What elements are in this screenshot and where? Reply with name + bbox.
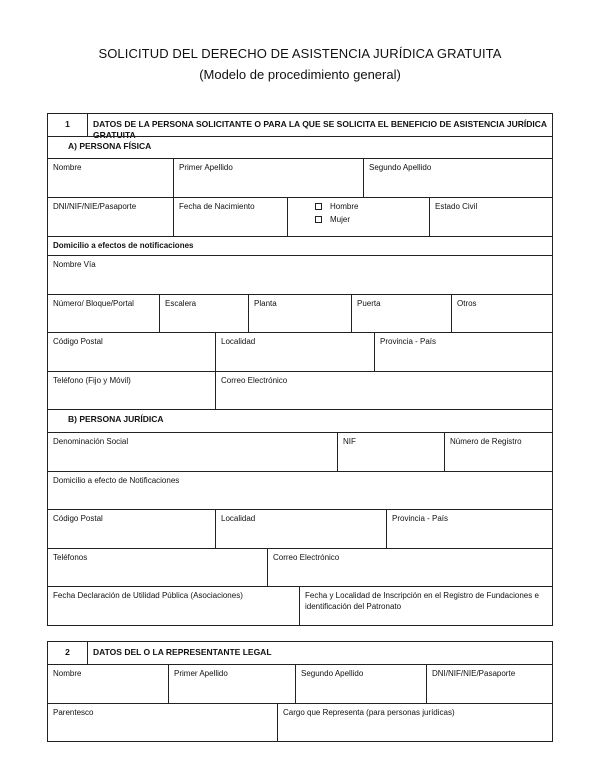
- primer-apellido-field[interactable]: [173, 159, 363, 197]
- field-label: Número/ Bloque/Portal: [53, 299, 134, 308]
- form-subtitle: (Modelo de procedimiento general): [199, 67, 401, 82]
- telefono-field[interactable]: [48, 372, 215, 409]
- cargo-field[interactable]: [277, 704, 552, 741]
- checkbox-icon: [315, 216, 322, 223]
- sexo-field: [287, 198, 429, 236]
- field-label: Localidad: [221, 337, 256, 346]
- field-label: Correo Electrónico: [273, 553, 340, 562]
- section-1: [47, 113, 553, 626]
- denominacion-field[interactable]: [48, 433, 337, 471]
- correo-field[interactable]: [215, 372, 552, 409]
- subsection-juridica: [48, 409, 552, 432]
- codigo-postal-juridica-field[interactable]: [48, 510, 215, 548]
- localidad-juridica-field[interactable]: [215, 510, 386, 548]
- field-label: Nombre Vía: [53, 260, 96, 269]
- mujer-checkbox[interactable]: [315, 214, 424, 225]
- estado-civil-field[interactable]: [429, 198, 552, 236]
- section-number: 1: [65, 119, 70, 129]
- field-label: Parentesco: [53, 708, 94, 717]
- section-1-header: [48, 113, 552, 140]
- fecha-localidad-inscripcion-field[interactable]: [299, 587, 552, 625]
- field-label: DNI/NIF/NIE/Pasaporte: [53, 202, 137, 211]
- nif-field[interactable]: [337, 433, 444, 471]
- numero-field[interactable]: [48, 295, 159, 332]
- rep-primer-apellido-field[interactable]: [168, 665, 295, 703]
- field-label: Escalera: [165, 299, 197, 308]
- rep-dni-field[interactable]: [426, 665, 552, 703]
- dni-field[interactable]: [48, 198, 173, 236]
- field-label: Fecha de Nacimiento: [179, 202, 255, 211]
- field-label: Cargo que Representa (para personas jurídicas): [283, 708, 455, 717]
- section-heading: DATOS DEL O LA REPRESENTANTE LEGAL: [87, 642, 552, 664]
- field-label: Fecha Declaración de Utilidad Pública (Asociaciones): [53, 591, 243, 600]
- field-label: Primer Apellido: [179, 163, 233, 172]
- field-label: Nombre: [53, 669, 82, 678]
- rep-nombre-field[interactable]: [48, 665, 168, 703]
- field-label: Estado Civil: [435, 202, 478, 211]
- parentesco-field[interactable]: [48, 704, 277, 741]
- subsection-title: B) PERSONA JURÍDICA: [68, 414, 164, 424]
- option-label: Hombre: [330, 202, 359, 211]
- field-label: Primer Apellido: [174, 669, 228, 678]
- hombre-checkbox[interactable]: [315, 201, 424, 212]
- field-label: NIF: [343, 437, 356, 446]
- fecha-declaracion-field[interactable]: [48, 587, 299, 625]
- field-label: DNI/NIF/NIE/Pasaporte: [432, 669, 516, 678]
- field-label: Domicilio a efecto de Notificaciones: [53, 476, 180, 485]
- localidad-field[interactable]: [215, 333, 374, 371]
- field-label: Código Postal: [53, 337, 103, 346]
- field-label: Fecha y Localidad de Inscripción en el Registro de Fundaciones e identificación del Patronato: [305, 591, 539, 611]
- telefonos-field[interactable]: [48, 549, 267, 586]
- codigo-postal-field[interactable]: [48, 333, 215, 371]
- domicilio-juridica-field[interactable]: [48, 472, 552, 509]
- domicilio-heading: Domicilio a efectos de notificaciones: [53, 241, 194, 250]
- escalera-field[interactable]: [159, 295, 248, 332]
- field-label: Puerta: [357, 299, 381, 308]
- rep-segundo-apellido-field[interactable]: [295, 665, 426, 703]
- field-label: Segundo Apellido: [369, 163, 432, 172]
- field-label: Teléfonos: [53, 553, 88, 562]
- section-2: [47, 641, 553, 742]
- field-label: Otros: [457, 299, 477, 308]
- subsection-title: A) PERSONA FÍSICA: [68, 141, 152, 151]
- field-label: Segundo Apellido: [301, 669, 364, 678]
- provincia-field[interactable]: [374, 333, 552, 371]
- subsection-fisica: [48, 136, 552, 158]
- correo-juridica-field[interactable]: [267, 549, 552, 586]
- numero-registro-field[interactable]: [444, 433, 552, 471]
- form-title: SOLICITUD DEL DERECHO DE ASISTENCIA JURÍDICA GRATUITA: [98, 46, 502, 61]
- nombre-via-field[interactable]: [48, 256, 552, 294]
- field-label: Teléfono (Fijo y Móvil): [53, 376, 131, 385]
- nombre-field[interactable]: [48, 159, 173, 197]
- option-label: Mujer: [330, 215, 351, 224]
- planta-field[interactable]: [248, 295, 351, 332]
- field-label: Planta: [254, 299, 277, 308]
- field-label: Provincia - País: [380, 337, 437, 346]
- fecha-nacimiento-field[interactable]: [173, 198, 287, 236]
- provincia-juridica-field[interactable]: [386, 510, 552, 548]
- checkbox-icon: [315, 203, 322, 210]
- puerta-field[interactable]: [351, 295, 451, 332]
- field-label: Nombre: [53, 163, 82, 172]
- segundo-apellido-field[interactable]: [363, 159, 552, 197]
- field-label: Correo Electrónico: [221, 376, 288, 385]
- section-2-header: [48, 641, 552, 664]
- section-heading: DATOS DE LA PERSONA SOLICITANTE O PARA LA QUE SE SOLICITA EL BENEFICIO DE ASISTENCIA JURÍDICA GRATUITA: [87, 114, 552, 136]
- otros-field[interactable]: [451, 295, 552, 332]
- field-label: Provincia - País: [392, 514, 449, 523]
- section-number: 2: [65, 647, 70, 657]
- field-label: Localidad: [221, 514, 256, 523]
- field-label: Número de Registro: [450, 437, 522, 446]
- field-label: Código Postal: [53, 514, 103, 523]
- field-label: Denominación Social: [53, 437, 129, 446]
